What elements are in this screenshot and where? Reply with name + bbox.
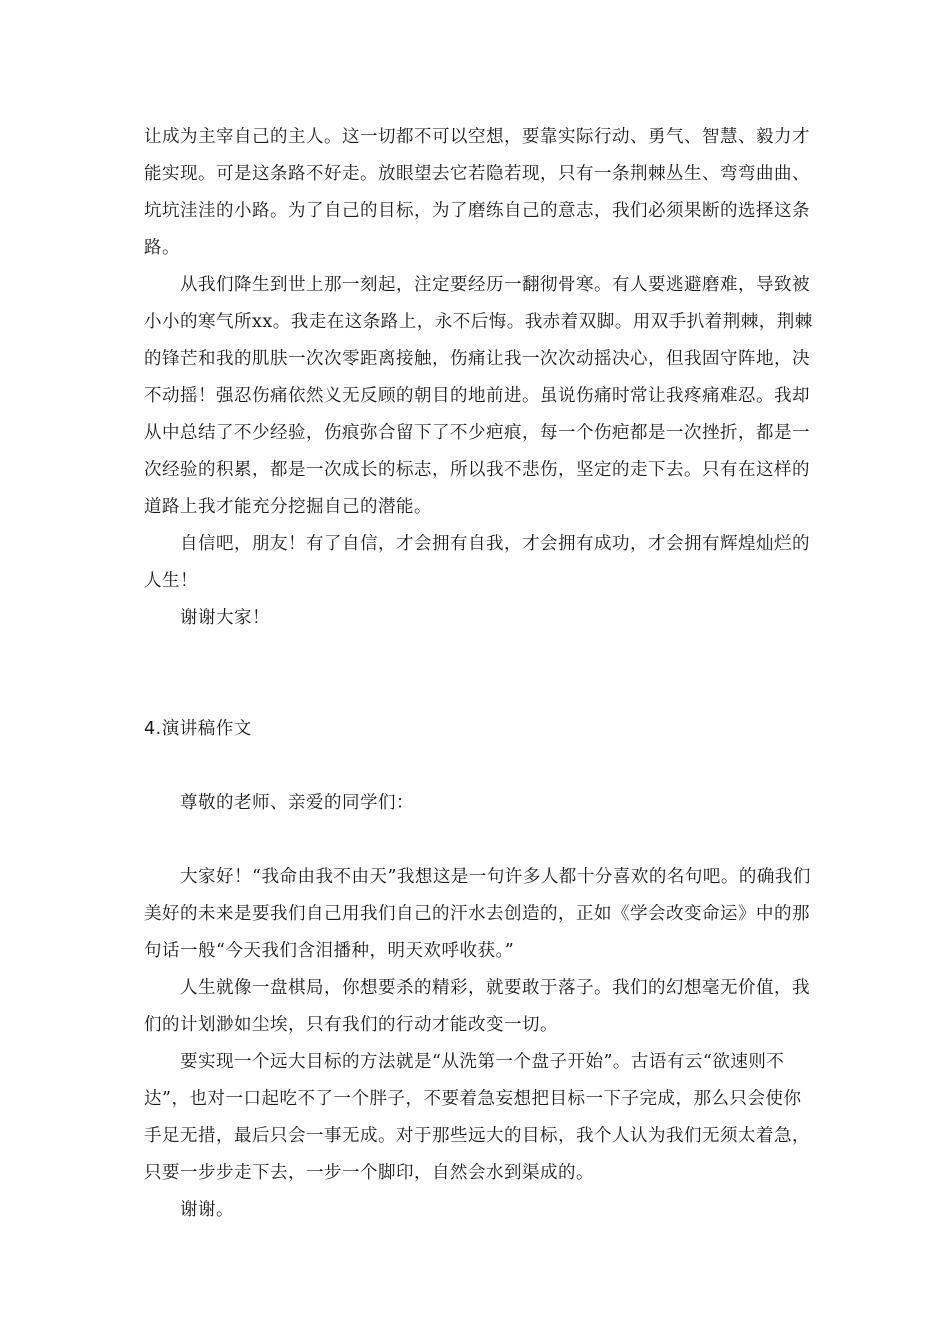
paragraph-continuation: 让成为主宰自己的主人。这一切都不可以空想，要靠实际行动、勇气、智慧、毅力才能实现。可是这条路不好走。放眼望去它若隐若现，只有一条荆棘丛生、弯弯曲曲、坑坑洼洼的小路。为了自己的目标，为了磨练自己的意志，我们必须果断的选择这条路。 xyxy=(144,127,810,258)
paragraph-thanks-all: 谢谢大家！ xyxy=(180,608,270,628)
document-body xyxy=(144,119,814,1229)
paragraph-confidence: 自信吧，朋友！有了自信，才会拥有自我，才会拥有成功，才会拥有辉煌灿烂的人生！ xyxy=(144,534,810,591)
section-heading: 4.演讲稿作文 xyxy=(144,719,252,739)
paragraph-greeting: 大家好！“我命由我不由天”我想这是一句许多人都十分喜欢的名句吧。的确我们美好的未来是要我们自己用我们自己的汗水去创造的，正如《学会改变命运》中的那句话一般“今天我们含泪播种，明天欢呼收获。” xyxy=(144,867,811,961)
paragraph-thanks: 谢谢。 xyxy=(180,1200,234,1220)
paragraph-chess: 人生就像一盘棋局，你想要杀的精彩，就要敢于落子。我们的幻想毫无价值，我们的计划渺如尘埃，只有我们的行动才能改变一切。 xyxy=(144,978,810,1035)
salutation: 尊敬的老师、亲爱的同学们： xyxy=(180,793,414,813)
paragraph-goal: 要实现一个远大目标的方法就是“从洗第一个盘子开始”。古语有云“欲速则不达”，也对一口起吃不了一个胖子，不要着急妄想把目标一下子完成，那么只会使你手足无措，最后只会一事无成。对于那些远大的目标，我个人认为我们无须太着急，只要一步步走下去，一步一个脚印，自然会水到渠成的。 xyxy=(144,1052,810,1183)
paragraph-journey: 从我们降生到世上那一刻起，注定要经历一翻彻骨寒。有人要逃避磨难，导致被小小的寒气所xx。我走在这条路上，永不后悔。我赤着双脚。用双手扒着荆棘，荆棘的锋芒和我的肌肤一次次零距离接触，伤痛让我一次次动摇决心，但我固守阵地，决不动摇！强忍伤痛依然义无反顾的朝目的地前进。虽说伤痛时常让我疼痛难忍。我却从中总结了不少经验，伤痕弥合留下了不少疤痕，每一个伤疤都是一次挫折，都是一次经验的积累，都是一次成长的标志，所以我不悲伤，坚定的走下去。只有在这样的道路上我才能充分挖掘自己的潜能。 xyxy=(144,275,813,517)
